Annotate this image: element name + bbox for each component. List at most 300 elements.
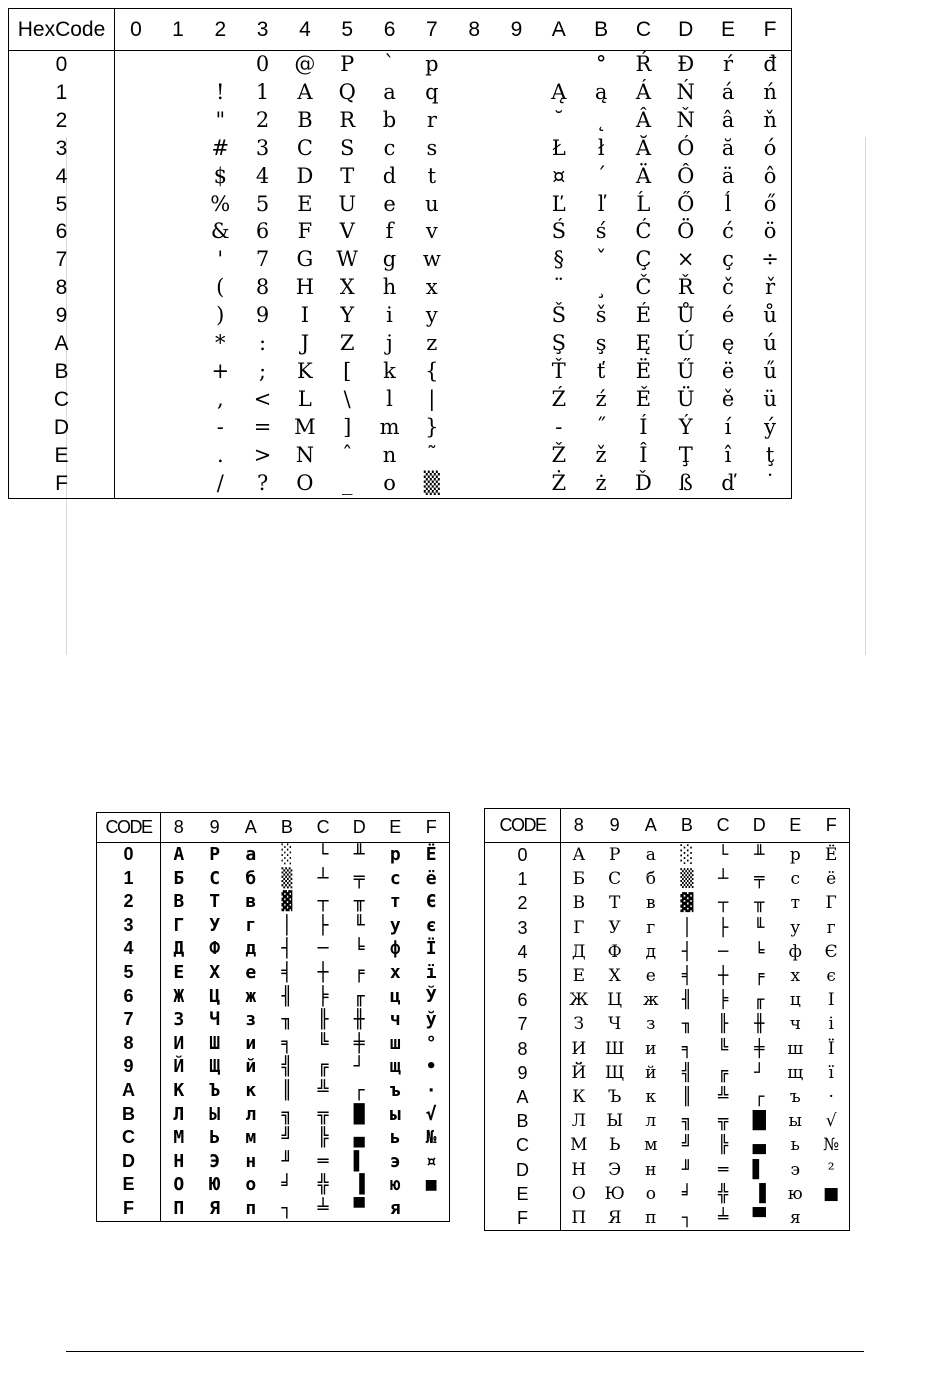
glyph-cell: У (608, 917, 621, 938)
glyph-cell: Є (425, 891, 437, 913)
column-header: 7 (411, 9, 453, 51)
glyph-cell: : (259, 331, 267, 356)
glyph-cell: ń (763, 79, 777, 104)
glyph-cell: │ (681, 917, 693, 938)
glyph-cell: ё (425, 867, 437, 889)
glyph-cell: ú (763, 331, 777, 356)
glyph-cell: Ű (676, 358, 695, 383)
glyph-cell (413, 1197, 449, 1221)
glyph-cell: └ (317, 844, 329, 865)
table-row (9, 246, 792, 274)
glyph-cell: < (253, 386, 272, 411)
table-row (9, 358, 792, 386)
row-code: 1 (485, 867, 561, 891)
column-header: F (749, 9, 791, 51)
column-header: 9 (597, 809, 633, 843)
glyph-cell: п (645, 1208, 657, 1229)
glyph-cell: ď (721, 470, 735, 495)
glyph-cell: а (245, 844, 257, 865)
glyph-cell (453, 79, 495, 107)
glyph-cell: ж (245, 985, 257, 1007)
glyph-cell (157, 51, 199, 79)
table-row (9, 191, 792, 219)
row-code: D (485, 1158, 561, 1182)
glyph-cell: ▄ (752, 1135, 766, 1156)
glyph-cell: é (721, 303, 735, 328)
glyph-cell: * (215, 331, 226, 356)
glyph-cell: A (297, 79, 313, 104)
glyph-cell: ь (790, 1135, 800, 1156)
glyph-cell (453, 218, 495, 246)
glyph-cell: ľ (597, 191, 605, 216)
glyph-cell: ▐ (752, 1183, 766, 1204)
glyph-cell: ш (787, 1038, 804, 1059)
glyph-cell (495, 79, 537, 107)
glyph-cell: ² (827, 1159, 835, 1180)
glyph-cell: ╞ (717, 990, 729, 1011)
glyph-cell: ¤ (552, 163, 566, 188)
glyph-cell: № (425, 1127, 437, 1149)
glyph-cell: д (245, 938, 257, 960)
glyph-cell: Ô (677, 163, 695, 188)
glyph-cell: г (245, 914, 257, 936)
glyph-cell: Ć (635, 219, 652, 244)
glyph-cell: Ů (676, 303, 695, 328)
table-row (97, 937, 450, 961)
glyph-cell: Р (209, 844, 221, 865)
glyph-cell: к (645, 1087, 657, 1108)
glyph-cell: ╪ (754, 1038, 765, 1059)
glyph-cell: Ь (608, 1135, 621, 1156)
glyph-cell: ▌ (353, 1150, 365, 1172)
glyph-cell: Ü (676, 386, 695, 411)
row-code: 5 (485, 964, 561, 988)
glyph-cell: ╠ (717, 1135, 729, 1156)
glyph-cell: í (724, 414, 732, 439)
glyph-cell: х (790, 966, 801, 987)
glyph-cell: г (826, 917, 836, 938)
glyph-cell: ╘ (353, 938, 365, 960)
glyph-cell: ĺ (724, 191, 732, 216)
glyph-cell: ы (788, 1111, 803, 1132)
glyph-cell: ć (722, 219, 734, 244)
glyph-cell (115, 470, 157, 498)
glyph-cell: 7 (255, 247, 270, 272)
glyph-cell: И (571, 1038, 587, 1059)
glyph-cell (495, 107, 537, 135)
table-row (9, 107, 792, 135)
glyph-cell (813, 1206, 849, 1231)
glyph-cell: ╢ (281, 985, 293, 1007)
glyph-cell: ` (384, 52, 395, 76)
glyph-cell: ░ (680, 845, 694, 865)
row-code: E (97, 1173, 161, 1197)
glyph-cell: Ю (604, 1183, 625, 1204)
column-header: E (377, 813, 413, 843)
glyph-cell: Т (209, 891, 221, 913)
glyph-cell: р (389, 844, 401, 865)
glyph-cell: ▒ (281, 867, 293, 889)
glyph-cell: ╫ (353, 1009, 365, 1031)
glyph-cell: К (572, 1087, 586, 1108)
glyph-cell (157, 414, 199, 442)
glyph-cell: ║ (281, 1079, 293, 1101)
glyph-cell: Ж (569, 990, 589, 1011)
glyph-cell: Ч (209, 1009, 221, 1031)
row-code: 3 (97, 914, 161, 938)
glyph-cell: ╣ (681, 1062, 693, 1083)
glyph-cell (157, 246, 199, 274)
glyph-cell: l (386, 386, 393, 411)
glyph-cell: з (245, 1009, 257, 1031)
glyph-cell: Ё (425, 844, 437, 865)
glyph-cell (495, 386, 537, 414)
glyph-cell: р (789, 845, 801, 865)
row-code: A (9, 330, 115, 358)
glyph-cell: Y (340, 303, 355, 328)
glyph-cell: ╟ (717, 1014, 729, 1035)
glyph-cell: ! (216, 79, 225, 104)
glyph-cell: ╚ (717, 1038, 729, 1059)
glyph-cell: ю (787, 1183, 803, 1204)
glyph-cell (453, 107, 495, 135)
glyph-cell: + (211, 358, 230, 383)
glyph-cell: o (383, 470, 396, 495)
glyph-cell: н (645, 1159, 657, 1180)
row-code: 6 (9, 218, 115, 246)
glyph-cell: ╟ (317, 1009, 329, 1031)
glyph-cell: ž (595, 442, 607, 467)
glyph-cell: ╧ (717, 1208, 729, 1229)
glyph-cell: Ŕ (635, 52, 652, 76)
row-code: 2 (9, 107, 115, 135)
glyph-cell (115, 191, 157, 219)
glyph-cell: R (339, 107, 356, 132)
glyph-cell (495, 470, 537, 498)
glyph-cell: Ф (209, 938, 221, 960)
glyph-cell (495, 302, 537, 330)
glyph-cell: X (339, 275, 355, 300)
glyph-cell: ▌ (752, 1159, 766, 1180)
glyph-cell: Ы (209, 1103, 221, 1125)
glyph-cell (157, 330, 199, 358)
glyph-cell: Л (173, 1103, 185, 1125)
glyph-cell: ┤ (681, 941, 693, 962)
glyph-cell: Í (639, 414, 648, 439)
glyph-cell: u (425, 191, 439, 216)
glyph-cell: з (646, 1014, 656, 1035)
glyph-cell: г (646, 917, 656, 938)
glyph-cell (453, 414, 495, 442)
glyph-cell: Q (338, 79, 356, 104)
glyph-cell (495, 442, 537, 470)
glyph-cell (538, 51, 580, 79)
glyph-cell: ÷ (761, 247, 779, 272)
glyph-cell: Ё (824, 845, 838, 865)
glyph-cell: в (245, 891, 257, 913)
glyph-cell (495, 246, 537, 274)
glyph-cell: Б (572, 869, 586, 890)
right-character-table (484, 808, 850, 1231)
glyph-cell: c (383, 135, 396, 160)
glyph-cell: ╔ (317, 1056, 329, 1078)
table-row (97, 985, 450, 1009)
column-header: B (669, 809, 705, 843)
table-row (9, 386, 792, 414)
glyph-cell: ? (256, 470, 269, 495)
column-header: A (233, 813, 269, 843)
glyph-cell (115, 330, 157, 358)
glyph-cell: ╣ (281, 1056, 293, 1078)
glyph-cell: с (389, 867, 401, 889)
glyph-cell: ╬ (717, 1183, 729, 1204)
glyph-cell: І (827, 990, 835, 1011)
glyph-cell: ┼ (717, 966, 729, 987)
column-header: 1 (157, 9, 199, 51)
row-code: 9 (97, 1055, 161, 1079)
glyph-cell: ═ (317, 1150, 329, 1172)
glyph-cell: ╜ (281, 1150, 293, 1172)
row-code: 6 (485, 988, 561, 1012)
glyph-cell: P (340, 52, 355, 76)
glyph-cell: w (422, 247, 441, 272)
glyph-cell: С (608, 869, 622, 890)
glyph-cell: ╥ (754, 893, 765, 914)
glyph-cell: ç (722, 247, 734, 272)
glyph-cell: ý (764, 414, 777, 439)
glyph-cell: ╤ (353, 867, 365, 889)
glyph-cell: U (338, 191, 357, 216)
glyph-cell: ┴ (317, 867, 329, 889)
glyph-cell: Х (608, 966, 621, 987)
glyph-cell: ┌ (353, 1079, 365, 1101)
table-row (97, 1079, 450, 1103)
glyph-cell: ф (788, 941, 802, 962)
glyph-cell: ╓ (353, 985, 365, 1007)
glyph-cell: Ь (209, 1127, 221, 1149)
glyph-cell: • (425, 1056, 437, 1078)
glyph-cell: М (173, 1127, 185, 1149)
glyph-cell: Ş (551, 331, 566, 356)
glyph-cell (495, 51, 537, 79)
glyph-cell: ß (678, 470, 693, 495)
glyph-cell: █ (752, 1111, 766, 1132)
column-header: D (665, 9, 707, 51)
glyph-cell: Н (571, 1159, 587, 1180)
glyph-cell: ╨ (754, 845, 765, 865)
glyph-cell (115, 442, 157, 470)
glyph-cell: ť (596, 358, 606, 383)
column-header: 8 (453, 9, 495, 51)
row-code: 3 (9, 135, 115, 163)
glyph-cell: ¤ (425, 1150, 437, 1172)
glyph-cell: î (724, 442, 732, 467)
glyph-cell: е (245, 961, 257, 983)
glyph-cell: ┬ (317, 891, 329, 913)
glyph-cell: ö (763, 219, 777, 244)
glyph-cell (157, 79, 199, 107)
glyph-cell (115, 163, 157, 191)
glyph-cell: ╒ (353, 961, 365, 983)
row-code: 0 (9, 51, 115, 79)
glyph-cell (157, 386, 199, 414)
glyph-cell: ┼ (317, 961, 329, 983)
glyph-cell: 0 (255, 52, 270, 76)
glyph-cell: ╡ (681, 966, 693, 987)
glyph-cell: ˇ (595, 247, 607, 272)
glyph-cell: Ä (635, 163, 651, 188)
glyph-cell: b (382, 107, 397, 132)
glyph-cell: ╫ (754, 1014, 765, 1035)
glyph-cell: ě (721, 386, 735, 411)
row-code: A (485, 1085, 561, 1109)
column-header: C (705, 809, 741, 843)
table-row (9, 330, 792, 358)
glyph-cell: Î (639, 442, 648, 467)
glyph-cell: ╖ (281, 1009, 293, 1031)
glyph-cell: ─ (317, 938, 329, 960)
glyph-cell: ó (763, 135, 777, 160)
table-row (485, 1182, 850, 1206)
table-row (485, 988, 850, 1012)
glyph-cell: э (790, 1159, 801, 1180)
table-row (97, 1008, 450, 1032)
glyph-cell: _ (341, 470, 353, 495)
row-code: C (9, 386, 115, 414)
row-code: 7 (97, 1008, 161, 1032)
glyph-cell: № (823, 1135, 840, 1156)
glyph-cell: ъ (389, 1079, 401, 1101)
glyph-cell: Я (209, 1197, 221, 1219)
glyph-cell: ▀ (353, 1197, 365, 1219)
glyph-cell (115, 274, 157, 302)
footer-rule (66, 1351, 864, 1352)
glyph-cell: N (295, 442, 315, 467)
glyph-cell: ═ (717, 1159, 729, 1180)
glyph-cell: § (553, 247, 565, 272)
glyph-cell: Ż (551, 470, 567, 495)
glyph-cell (115, 51, 157, 79)
glyph-cell: ┬ (717, 893, 729, 914)
glyph-cell: 1 (255, 79, 270, 104)
glyph-cell (495, 163, 537, 191)
glyph-cell: i (386, 303, 393, 328)
table-row (97, 843, 450, 867)
table-row (9, 51, 792, 79)
glyph-cell: ; (259, 358, 267, 383)
glyph-cell: ş (595, 331, 607, 356)
glyph-cell (115, 358, 157, 386)
glyph-cell: б (645, 869, 656, 890)
glyph-cell: 2 (255, 107, 270, 132)
glyph-cell: Ĺ (636, 191, 651, 216)
glyph-cell: у (389, 914, 401, 936)
glyph-cell: G (296, 247, 314, 272)
glyph-cell (495, 218, 537, 246)
glyph-cell (199, 51, 241, 79)
glyph-cell (115, 107, 157, 135)
glyph-cell: I (300, 303, 310, 328)
glyph-cell: ┴ (717, 869, 729, 890)
table-row (485, 964, 850, 988)
glyph-cell: С (209, 867, 221, 889)
glyph-cell: ˆ (341, 442, 353, 467)
table-row (485, 843, 850, 868)
column-header: A (633, 809, 669, 843)
glyph-cell: ű (763, 358, 777, 383)
glyph-cell: & (210, 219, 230, 244)
glyph-cell: Н (173, 1150, 185, 1172)
glyph-cell: Ž (551, 442, 567, 467)
glyph-cell: Ň (676, 107, 695, 132)
glyph-cell: ф (389, 938, 401, 960)
glyph-cell (157, 442, 199, 470)
glyph-cell: { (425, 358, 439, 383)
glyph-cell: ж (642, 990, 659, 1011)
table-row (9, 274, 792, 302)
glyph-cell: ╛ (281, 1174, 293, 1196)
glyph-cell: ┤ (281, 938, 293, 960)
column-header: F (813, 809, 849, 843)
row-code: 0 (485, 843, 561, 868)
glyph-cell: h (382, 275, 397, 300)
column-header: 9 (197, 813, 233, 843)
glyph-cell: О (571, 1183, 586, 1204)
glyph-cell: = (253, 414, 272, 439)
glyph-cell (495, 414, 537, 442)
glyph-cell: К (173, 1079, 185, 1101)
row-code: 6 (97, 985, 161, 1009)
table-row (485, 1109, 850, 1133)
glyph-cell (495, 358, 537, 386)
glyph-cell: - (216, 414, 224, 439)
glyph-cell (157, 107, 199, 135)
glyph-cell: Ě (635, 386, 652, 411)
glyph-cell: ├ (317, 914, 329, 936)
glyph-cell: Á (635, 79, 651, 104)
glyph-cell: ц (789, 990, 801, 1011)
row-code: D (9, 414, 115, 442)
column-header: B (580, 9, 622, 51)
glyph-cell: В (173, 891, 185, 913)
glyph-cell: ц (389, 985, 401, 1007)
glyph-cell: ║ (681, 1087, 693, 1108)
glyph-cell: ╓ (754, 990, 765, 1011)
glyph-cell: у (790, 917, 801, 938)
glyph-cell: Ш (604, 1038, 625, 1059)
glyph-cell: Ř (677, 275, 694, 300)
glyph-cell: б (245, 867, 257, 889)
glyph-cell: д (645, 941, 657, 962)
glyph-cell: И (173, 1032, 185, 1054)
glyph-cell: $ (213, 163, 227, 188)
glyph-cell: č (722, 275, 734, 300)
glyph-cell: ° (425, 1032, 437, 1054)
glyph-cell: d (382, 163, 397, 188)
glyph-cell: × (676, 247, 695, 272)
glyph-cell: ╢ (681, 990, 693, 1011)
column-header: 3 (241, 9, 283, 51)
glyph-cell (157, 218, 199, 246)
table-row (485, 940, 850, 964)
table-row (485, 891, 850, 915)
glyph-cell: щ (389, 1056, 401, 1078)
glyph-cell: . (216, 442, 224, 467)
glyph-cell: ╠ (317, 1127, 329, 1149)
glyph-cell: ř (765, 275, 776, 300)
row-code: C (485, 1133, 561, 1157)
glyph-cell: ╒ (754, 966, 765, 987)
